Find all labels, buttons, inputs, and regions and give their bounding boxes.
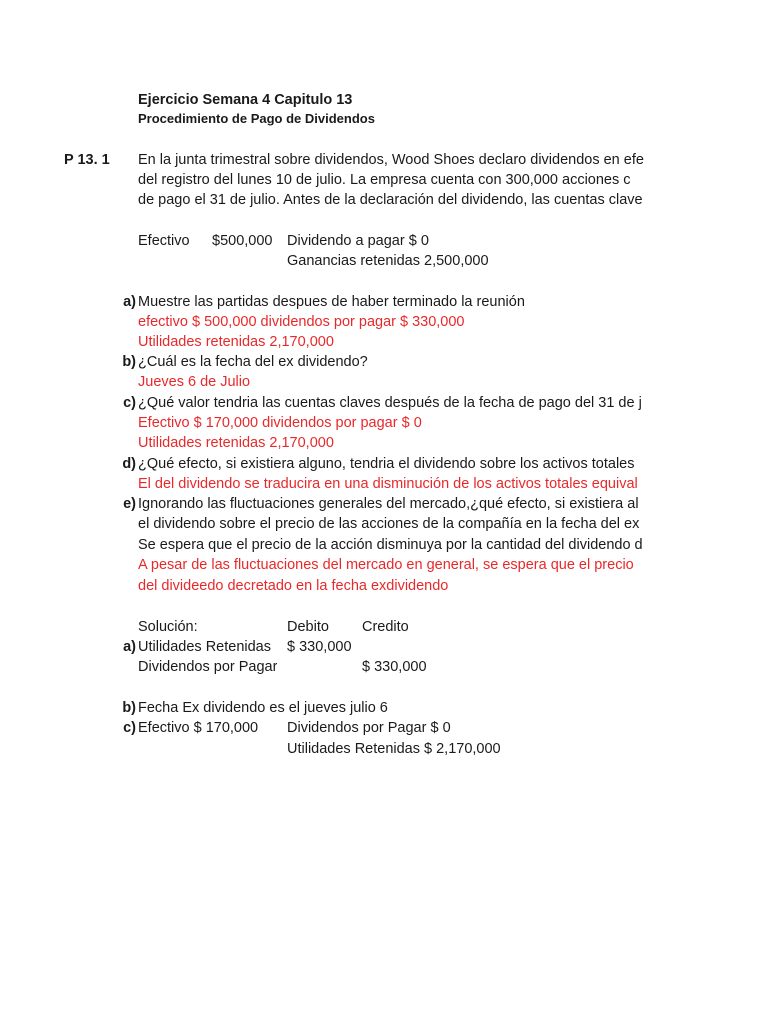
problem-line-3: de pago el 31 de julio. Antes de la declaración del dividendo, las cuentas clave bbox=[138, 192, 643, 208]
answer-b-line-1: Jueves 6 de Julio bbox=[138, 374, 251, 390]
answer-e-line-1: A pesar de las fluctuaciones del mercado en general, se espera que el precio bbox=[138, 557, 634, 573]
question-e-line-3: Se espera que el precio de la acción disminuya por la cantidad del dividendo d bbox=[138, 537, 643, 553]
balance-cash-label: Efectivo bbox=[138, 233, 190, 249]
solution-a-debit-1: $ 330,000 bbox=[287, 639, 352, 655]
question-b-text: ¿Cuál es la fecha del ex dividendo? bbox=[138, 354, 368, 370]
answer-c-line-1: Efectivo $ 170,000 dividendos por pagar $ 0 bbox=[138, 415, 422, 431]
balance-cash-value: $500,000 bbox=[212, 233, 273, 249]
problem-number: P 13. 1 bbox=[64, 152, 110, 168]
solution-debit-header: Debito bbox=[287, 619, 329, 635]
solution-a-account-2: Dividendos por Pagar bbox=[138, 659, 278, 675]
solution-c-label: c) bbox=[123, 720, 136, 736]
problem-line-1: En la junta trimestral sobre dividendos, Wood Shoes declaro dividendos en efe bbox=[138, 152, 644, 168]
solution-a-label: a) bbox=[123, 639, 136, 655]
question-c-label: c) bbox=[123, 395, 136, 411]
question-a-text: Muestre las partidas despues de haber terminado la reunión bbox=[138, 294, 525, 310]
document-title: Ejercicio Semana 4 Capitulo 13 bbox=[138, 92, 353, 108]
question-e-line-2: el dividendo sobre el precio de las acciones de la compañía en la fecha del ex bbox=[138, 516, 640, 532]
solution-c-cash: Efectivo $ 170,000 bbox=[138, 720, 259, 736]
answer-c-line-2: Utilidades retenidas 2,170,000 bbox=[138, 435, 334, 451]
question-e-line-1: Ignorando las fluctuaciones generales del mercado,¿qué efecto, si existiera al bbox=[138, 496, 639, 512]
balance-retained-earnings: Ganancias retenidas 2,500,000 bbox=[287, 253, 489, 269]
solution-b-text: Fecha Ex dividendo es el jueves julio 6 bbox=[138, 700, 388, 716]
document-subtitle: Procedimiento de Pago de Dividendos bbox=[138, 111, 375, 126]
question-e-label: e) bbox=[123, 496, 136, 512]
solution-a-credit-2: $ 330,000 bbox=[362, 659, 427, 675]
answer-a-line-1: efectivo $ 500,000 dividendos por pagar $ 330,000 bbox=[138, 314, 465, 330]
question-a-label: a) bbox=[123, 294, 136, 310]
question-d-label: d) bbox=[122, 456, 136, 472]
answer-e-line-2: del divideedo decretado en la fecha exdividendo bbox=[138, 578, 449, 594]
solution-b-label: b) bbox=[122, 700, 136, 716]
solution-credit-header: Credito bbox=[362, 619, 409, 635]
answer-a-line-2: Utilidades retenidas 2,170,000 bbox=[138, 334, 334, 350]
solution-heading: Solución: bbox=[138, 619, 198, 635]
question-c-text: ¿Qué valor tendria las cuentas claves después de la fecha de pago del 31 de j bbox=[138, 395, 642, 411]
question-b-label: b) bbox=[122, 354, 136, 370]
problem-line-2: del registro del lunes 10 de julio. La empresa cuenta con 300,000 acciones c bbox=[138, 172, 631, 188]
balance-dividend-payable: Dividendo a pagar $ 0 bbox=[287, 233, 429, 249]
answer-d-line-1: El del dividendo se traducira en una disminución de los activos totales equival bbox=[138, 476, 638, 492]
solution-a-account-1: Utilidades Retenidas bbox=[138, 639, 271, 655]
solution-c-dividends: Dividendos por Pagar $ 0 bbox=[287, 720, 451, 736]
solution-c-retained: Utilidades Retenidas $ 2,170,000 bbox=[287, 741, 501, 757]
question-d-text: ¿Qué efecto, si existiera alguno, tendria el dividendo sobre los activos totales bbox=[138, 456, 635, 472]
